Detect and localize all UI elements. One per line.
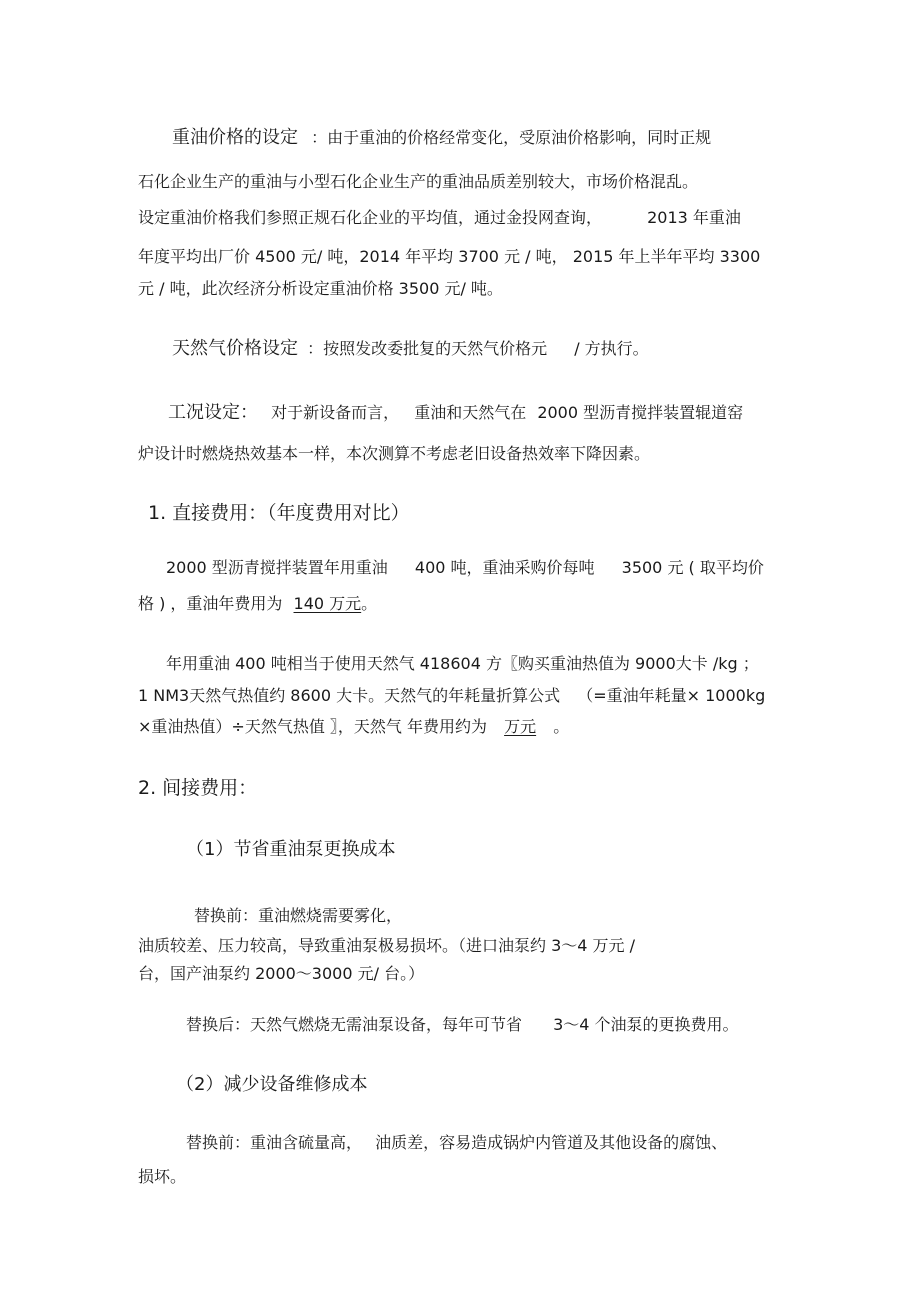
gas-price-text-b: / 方执行。 <box>574 339 649 358</box>
indirect-cost-sub1-title: （1）节省重油泵更换成本 <box>186 839 396 860</box>
heavy-oil-price-heading: 重油价格的设定 <box>172 127 298 148</box>
sub1-after-line <box>186 1015 739 1035</box>
sub1-before-line1: 替换前：重油燃烧需要雾化， <box>194 906 403 925</box>
heavy-oil-price-line3-year: 2013 年重油 <box>647 208 741 227</box>
gas-price-text-a: ：按照发改委批复的天然气价格元 <box>307 339 548 358</box>
direct-cost-p2-line3 <box>138 717 569 737</box>
indirect-cost-sub2-title: （2）减少设备维修成本 <box>176 1074 368 1095</box>
sub1-after-b: 3～4 个油泵的更换费用。 <box>553 1015 739 1034</box>
heavy-oil-price-line5: 元 / 吨，此次经济分析设定重油价格 3500 元/ 吨。 <box>138 279 503 298</box>
conditions-paragraph <box>168 403 743 423</box>
sub2-before-a: 替换前：重油含硫量高， <box>186 1133 363 1152</box>
conditions-text-b: 重油和天然气在 <box>414 403 527 422</box>
gas-price-paragraph <box>172 339 649 359</box>
direct-cost-p2-line3c: 。 <box>553 717 570 736</box>
sub1-before-line2: 油质较差、压力较高，导致重油泵极易损坏。（进口油泵约 3～4 万元 / <box>138 936 636 955</box>
conditions-text-c: 2000 型沥青搅拌装置辊道窑 <box>537 403 744 422</box>
direct-cost-p1-f: 。 <box>361 594 378 613</box>
heavy-oil-price-line2: 石化企业生产的重油与小型石化企业生产的重油品质差别较大，市场价格混乱。 <box>138 172 699 191</box>
sub2-before-line2: 损坏。 <box>138 1167 187 1186</box>
conditions-text-a: 对于新设备而言， <box>271 403 400 422</box>
direct-cost-p1-a: 2000 型沥青搅拌装置年用重油 <box>166 558 388 577</box>
direct-cost-p1-b: 400 吨，重油采购价每吨 <box>414 558 595 577</box>
direct-cost-p2-line2a: 1 NM3天然气热值约 8600 大卡。天然气的年耗量折算公式 <box>138 686 561 705</box>
direct-cost-p2-line3a: ×重油热值）÷天然气热值 〗，天然气 年费用约为 <box>138 717 487 736</box>
direct-cost-p2-line1: 年用重油 400 吨相当于使用天然气 418604 方〖购买重油热值为 9000大卡 /kg ； <box>166 654 759 673</box>
heavy-oil-price-line3-text: 设定重油价格我们参照正规石化企业的平均值，通过金投网查询， <box>138 208 603 227</box>
sub2-before-b: 油质差，容易造成锅炉内管道及其他设备的腐蚀、 <box>375 1133 728 1152</box>
conditions-line2: 炉设计时燃烧热效基本一样，本次测算不考虑老旧设备热效率下降因素。 <box>138 444 651 463</box>
heavy-oil-annual-cost: 140 万元 <box>293 594 362 613</box>
indirect-cost-heading: 2. 间接费用： <box>138 777 258 799</box>
heavy-oil-price-text: ：由于重油的价格经常变化，受原油价格影响，同时正规 <box>311 128 712 147</box>
direct-cost-p1-d: 格 ) ，重油年费用为 <box>138 594 283 613</box>
direct-cost-p1-line1 <box>166 558 764 578</box>
direct-cost-p2-line2 <box>138 686 765 706</box>
heavy-oil-price-line3 <box>138 208 741 228</box>
direct-cost-p1-line2 <box>138 594 377 614</box>
heavy-oil-price-line4: 年度平均出厂价 4500 元/ 吨，2014 年平均 3700 元 / 吨， 2015 年上半年平均 3300 <box>138 247 761 266</box>
direct-cost-p1-c: 3500 元 ( 取平均价 <box>621 558 764 577</box>
gas-price-heading: 天然气价格设定 <box>172 338 298 359</box>
direct-cost-heading: 1. 直接费用：（年度费用对比） <box>148 502 410 524</box>
sub1-before-line3: 台，国产油泵约 2000～3000 元/ 台。） <box>138 964 425 983</box>
sub2-before-line1 <box>186 1133 727 1153</box>
direct-cost-p2-line2b: （=重油年耗量× 1000kg <box>577 686 766 705</box>
gas-annual-cost-unit: 万元 <box>504 717 537 736</box>
heavy-oil-price-paragraph <box>172 128 711 148</box>
sub1-after-a: 替换后：天然气燃烧无需油泵设备，每年可节省 <box>186 1015 523 1034</box>
conditions-heading: 工况设定： <box>168 402 258 423</box>
